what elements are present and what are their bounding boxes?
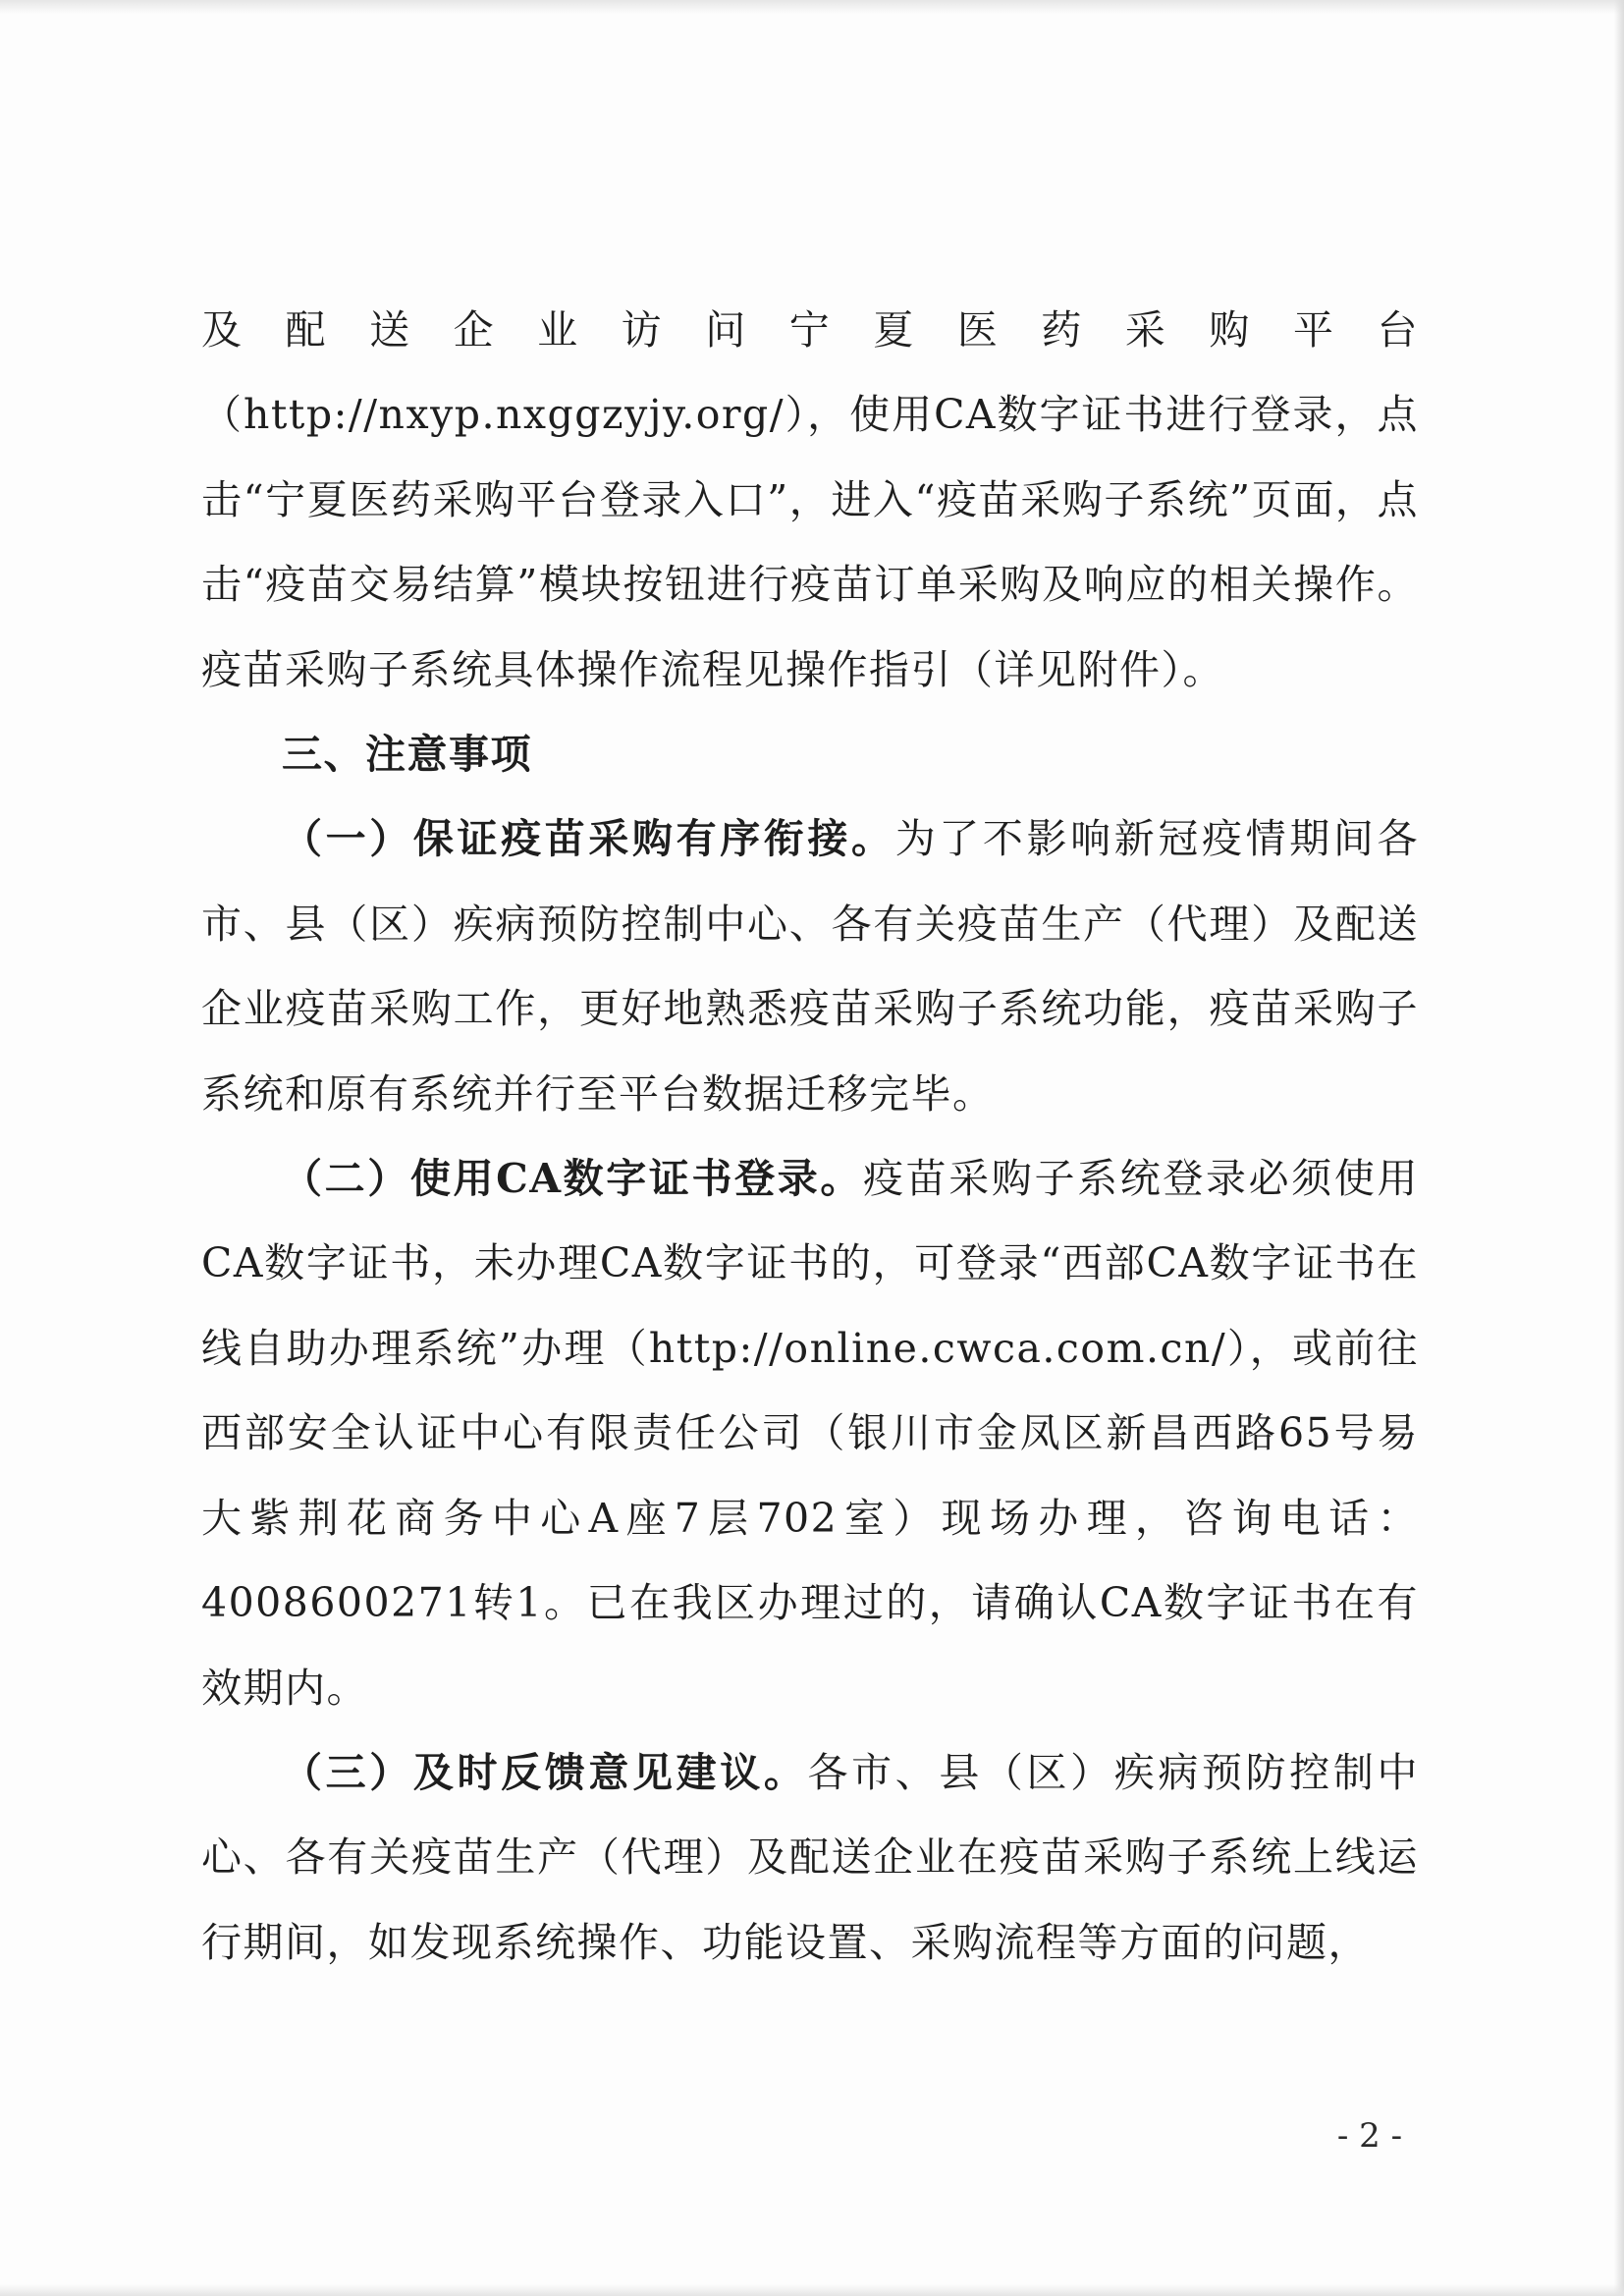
item-1-heading: （一）保证疫苗采购有序衔接。 <box>282 815 895 863</box>
item-2-body: 疫苗采购子系统登录必须使用CA数字证书，未办理CA数字证书的，可登录“西部CA数字证书在线自助办理系统”办理（http://online.cwca.com.cn/），或前往西部安全认证中心有限责任公司（银川市金凤区新昌西路65号易大紫荆花商务中心A座7层702室）现场办理，咨询电话：4008600271转1。已在我区办理过的，请确认CA数字证书在有效期内。 <box>201 1155 1419 1712</box>
paragraph-continuation: 及配送企业访问宁夏医药采购平台（http://nxyp.nxggzyjy.org/），使用CA数字证书进行登录，点击“宁夏医药采购平台登录入口”，进入“疫苗采购子系统”页面，点击“疫苗交易结算”模块按钮进行疫苗订单采购及响应的相关操作。疫苗采购子系统具体操作流程见操作指引（详见附件）。 <box>201 306 1419 693</box>
item-3-paragraph <box>201 1730 1419 1985</box>
scan-edge-right <box>1614 0 1624 2296</box>
item-3-heading: （三）及时反馈意见建议。 <box>282 1748 808 1796</box>
scan-edge-bottom <box>0 2284 1624 2296</box>
item-1-body: 为了不影响新冠疫情期间各市、县（区）疾病预防控制中心、各有关疫苗生产（代理）及配送企业疫苗采购工作，更好地熟悉疫苗采购子系统功能，疫苗采购子系统和原有系统并行至平台数据迁移完毕。 <box>201 815 1420 1118</box>
item-2-paragraph <box>201 1136 1419 1730</box>
scan-edge-top <box>0 0 1624 14</box>
item-2-heading: （二）使用CA数字证书登录。 <box>282 1155 864 1203</box>
item-1-paragraph <box>201 796 1419 1136</box>
page-number: - 2 - <box>1336 2116 1403 2156</box>
document-body <box>201 288 1419 1985</box>
item-3-body: 各市、县（区）疾病预防控制中心、各有关疫苗生产（代理）及配送企业在疫苗采购子系统上线运行期间，如发现系统操作、功能设置、采购流程等方面的问题， <box>201 1748 1420 1966</box>
section-heading: 三、注意事项 <box>282 731 532 779</box>
